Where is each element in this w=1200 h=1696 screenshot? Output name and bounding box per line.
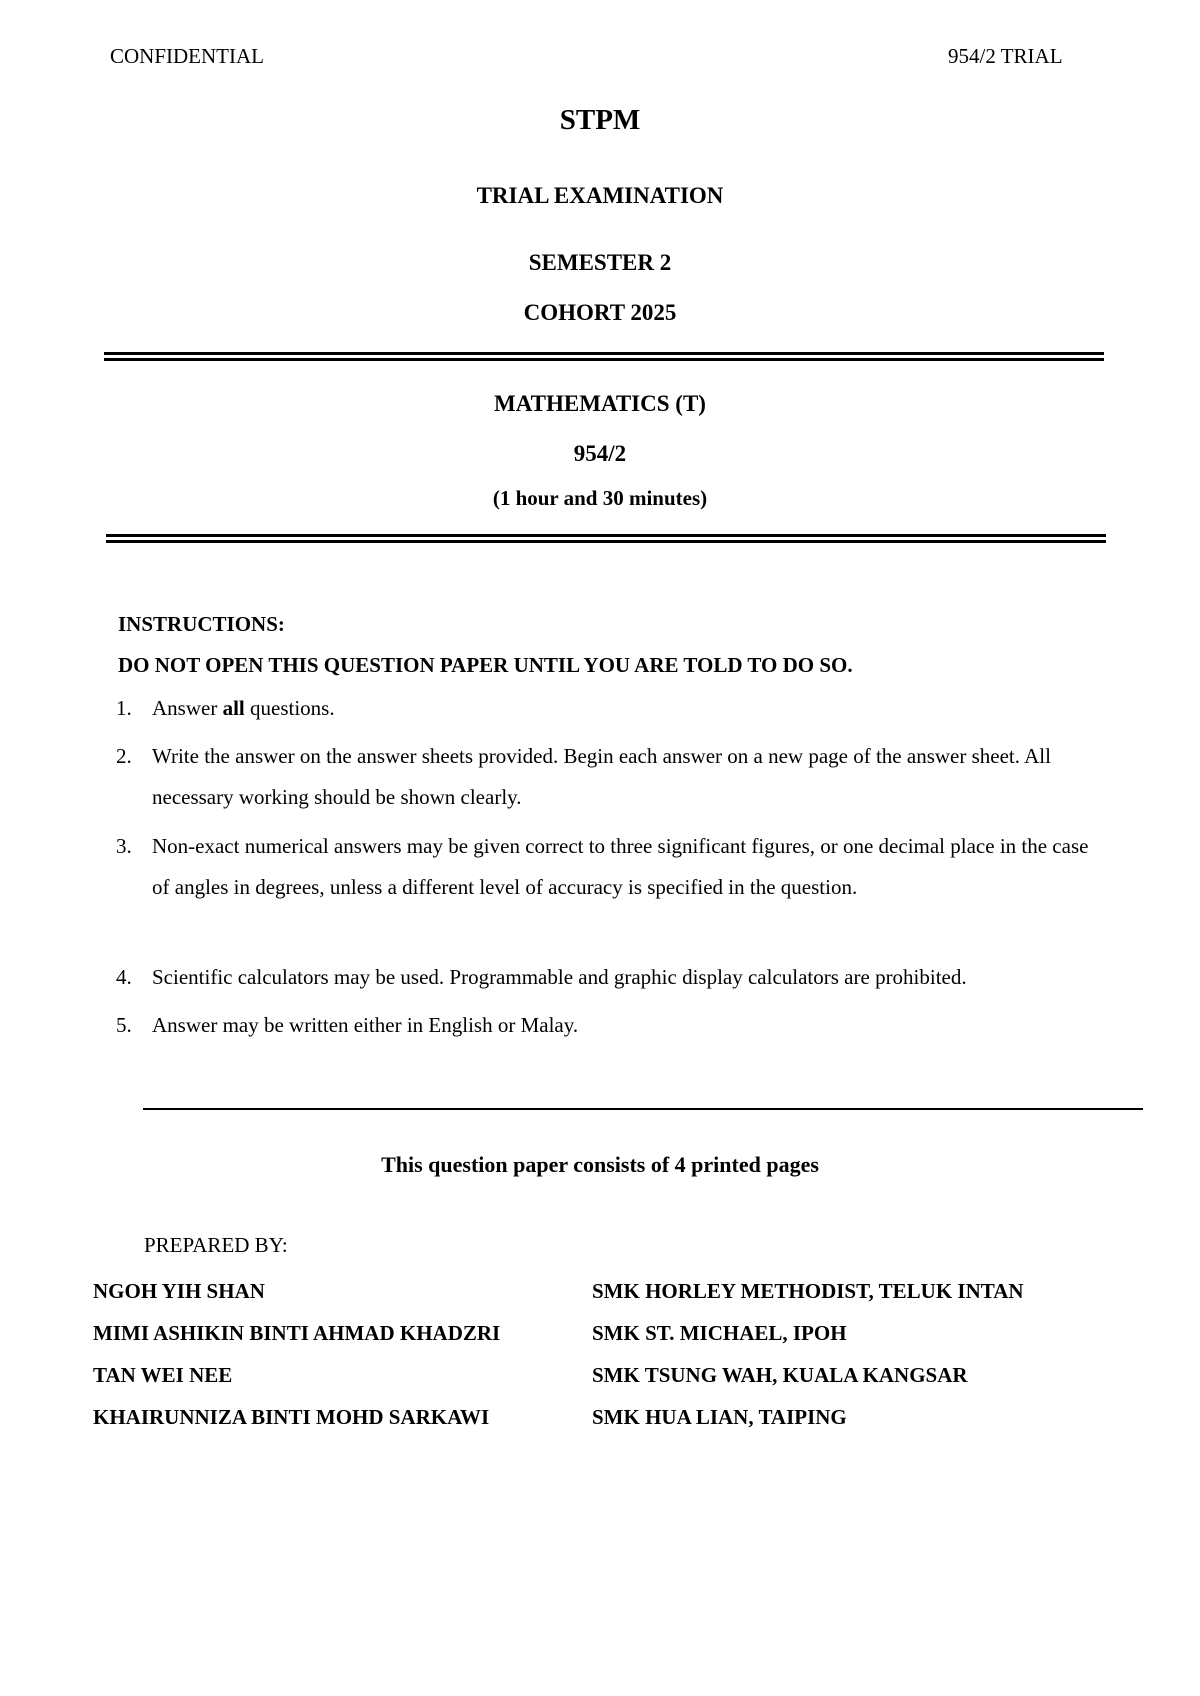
exam-subtitle: TRIAL EXAMINATION — [476, 183, 724, 208]
instruction-item-3 — [116, 826, 1096, 908]
preparer-school: SMK ST. MICHAEL, IPOH — [592, 1321, 847, 1345]
subject-name: MATHEMATICS (T) — [494, 391, 706, 416]
instruction-number: 1. — [116, 696, 132, 720]
instructions-heading: INSTRUCTIONS: — [118, 612, 285, 636]
preparer-school: SMK HUA LIAN, TAIPING — [592, 1405, 847, 1429]
instruction-text: Scientific calculators may be used. Programmable and graphic display calculators are prohibited. — [152, 965, 967, 989]
preparer-name: NGOH YIH SHAN — [93, 1279, 265, 1303]
double-rule-top-a — [104, 352, 1104, 355]
page-count-note: This question paper consists of 4 printed pages — [381, 1152, 819, 1177]
preparer-name: KHAIRUNNIZA BINTI MOHD SARKAWI — [93, 1405, 490, 1429]
double-rule-bottom-b — [106, 540, 1106, 543]
exam-title: STPM — [559, 104, 641, 136]
separator-rule — [143, 1108, 1143, 1110]
instruction-number: 3. — [116, 834, 132, 858]
subject-duration: (1 hour and 30 minutes) — [492, 486, 708, 510]
instructions-warning: DO NOT OPEN THIS QUESTION PAPER UNTIL YOU ARE TOLD TO DO SO. — [118, 653, 853, 677]
instruction-item-5 — [116, 1005, 1096, 1046]
instruction-number: 4. — [116, 965, 132, 989]
instruction-text: Write the answer on the answer sheets provided. Begin each answer on a new page of the answer sheet. All necessary working should be shown clearly. — [152, 744, 1051, 809]
semester-label: SEMESTER 2 — [528, 250, 672, 275]
cohort-label: COHORT 2025 — [523, 300, 677, 325]
prepared-by-label: PREPARED BY: — [144, 1233, 288, 1257]
header-paper-code: 954/2 TRIAL — [948, 44, 1063, 68]
instruction-text: Non-exact numerical answers may be given correct to three significant figures, or one decimal place in the case of angles in degrees, unless a different level of accuracy is specified in the question. — [152, 834, 1089, 899]
instruction-item-1 — [116, 688, 1096, 729]
preparer-name: MIMI ASHIKIN BINTI AHMAD KHADZRI — [93, 1321, 501, 1345]
preparer-school: SMK TSUNG WAH, KUALA KANGSAR — [592, 1363, 968, 1387]
instruction-item-4 — [116, 957, 1096, 998]
instruction-number: 5. — [116, 1013, 132, 1037]
preparer-school: SMK HORLEY METHODIST, TELUK INTAN — [592, 1279, 1024, 1303]
instruction-number: 2. — [116, 744, 132, 768]
instruction-text: Answer all questions. — [152, 696, 335, 720]
instruction-item-2 — [116, 736, 1096, 818]
instruction-text: Answer may be written either in English or Malay. — [152, 1013, 579, 1037]
header-confidential: CONFIDENTIAL — [110, 44, 264, 68]
double-rule-bottom-a — [106, 534, 1106, 537]
double-rule-top-b — [104, 358, 1104, 361]
preparer-name: TAN WEI NEE — [93, 1363, 233, 1387]
subject-code: 954/2 — [573, 441, 627, 466]
